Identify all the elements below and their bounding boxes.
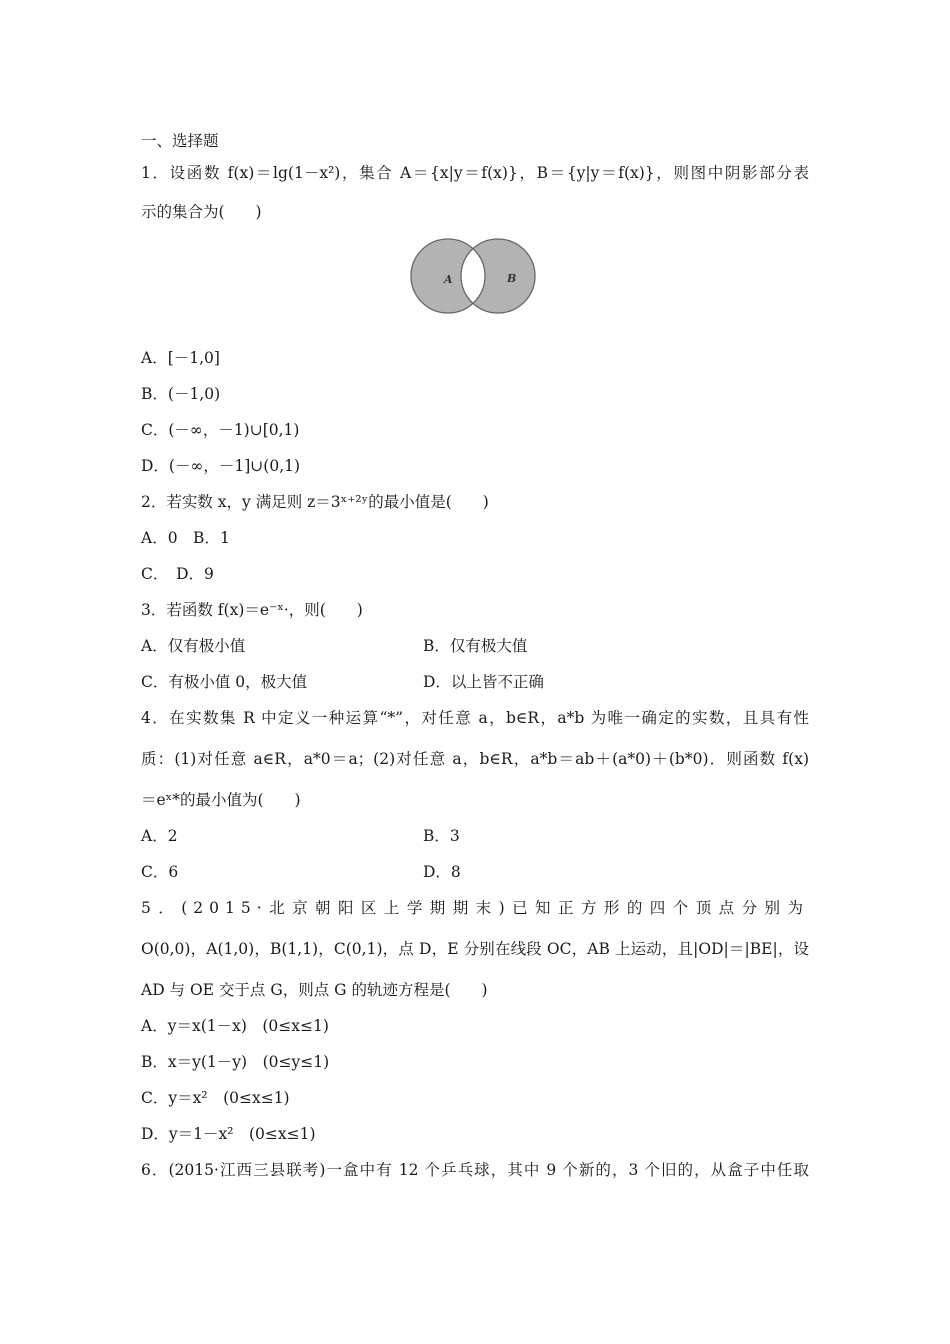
q5-option-b: B．x＝y(1－y) (0≤y≤1) [141,1053,330,1071]
q4-option-a: A．2 [141,827,178,845]
q4-text-line2: 质：(1)对任意 a∈R，a*0＝a；(2)对任意 a，b∈R，a*b＝ab＋(a*0)＋(b*0)．则函数 f(x) [141,750,809,768]
q4-option-c: C．6 [141,863,179,881]
q3-option-a: A．仅有极小值 [141,637,246,655]
q3-option-b: B．仅有极大值 [423,637,528,655]
q2-options-cd: C． D．9 [141,565,214,583]
q1-option-b: B．(－1,0) [141,385,221,403]
q1-option-c: C．(－∞，－1)∪[0,1) [141,421,300,439]
q4-text-line1: 4．在实数集 R 中定义一种运算“*”，对任意 a，b∈R，a*b 为唯一确定的实数，且具有性 [141,709,809,727]
q5-option-d: D．y＝1－x² (0≤x≤1) [141,1125,316,1143]
venn-label-b: B [507,272,517,285]
q5-option-a: A．y＝x(1－x) (0≤x≤1) [141,1017,329,1035]
q1-text-line1: 1．设函数 f(x)＝lg(1－x²)，集合 A＝{x|y＝f(x)}，B＝{y|y＝f(x)}，则图中阴影部分表 [141,164,809,182]
q6-text-line1: 6．(2015·江西三县联考)一盒中有 12 个乒乓球，其中 9 个新的，3 个旧的，从盒子中任取 [141,1161,809,1179]
section-title: 一、选择题 [141,132,219,150]
q2-options-ab: A．0 B．1 [141,529,230,547]
q1-option-d: D．(－∞，－1]∪(0,1) [141,457,301,475]
q5-text-line2: O(0,0)，A(1,0)，B(1,1)，C(0,1)，点 D，E 分别在线段 OC，AB 上运动，且|OD|＝|BE|，设 [141,940,809,958]
q5-option-c: C．y＝x² (0≤x≤1) [141,1089,290,1107]
q2-text: 2．若实数 x，y 满足则 z＝3ˣ⁺²ʸ的最小值是( ) [141,493,489,511]
venn-label-a: A [444,273,453,286]
q5-text-line1: 5．(2015·北京朝阳区上学期期末)已知正方形的四个顶点分别为 [141,899,809,917]
venn-diagram [410,235,540,317]
q5-text-line3: AD 与 OE 交于点 G，则点 G 的轨迹方程是( ) [141,981,488,999]
q1-text-line2: 示的集合为( ) [141,203,262,221]
q1-option-a: A．[－1,0] [141,349,220,367]
q4-option-d: D．8 [423,863,461,881]
q3-text: 3．若函数 f(x)＝e⁻ˣ·，则( ) [141,601,363,619]
q3-option-c: C．有极小值 0，极大值 [141,673,308,691]
q3-option-d: D．以上皆不正确 [423,673,544,691]
q4-text-line3: ＝eˣ*的最小值为( ) [141,791,301,809]
q4-option-b: B．3 [423,827,460,845]
